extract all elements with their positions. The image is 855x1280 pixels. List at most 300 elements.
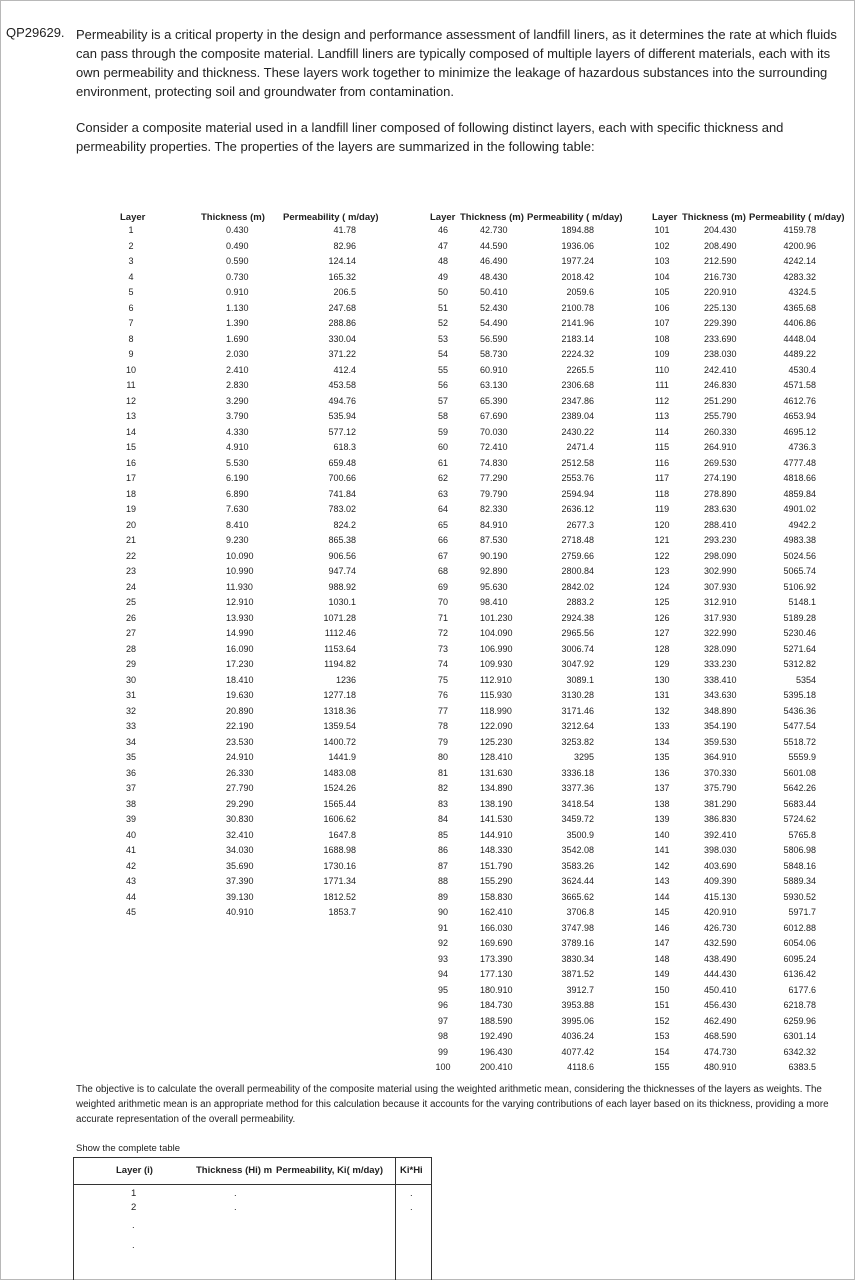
layer-thickness: 7.630 <box>226 504 249 514</box>
table-row <box>118 394 418 410</box>
layer-thickness: 72.410 <box>480 442 508 452</box>
layer-thickness: 34.030 <box>226 845 254 855</box>
layer-permeability: 3665.62 <box>561 891 594 902</box>
layer-thickness: 122.090 <box>480 721 513 731</box>
layer-permeability: 2265.5 <box>566 364 594 375</box>
table-row <box>430 642 650 658</box>
table-row <box>430 704 650 720</box>
layer-number: 45 <box>125 907 136 917</box>
layer-thickness: 432.590 <box>704 938 737 948</box>
layer-number: 143 <box>654 876 670 886</box>
layer-thickness: 468.590 <box>704 1031 737 1041</box>
layer-permeability: 5642.26 <box>783 783 816 793</box>
layer-number: 52 <box>437 318 448 328</box>
layer-thickness: 13.930 <box>226 612 254 623</box>
table-row <box>118 750 418 766</box>
layer-thickness: 317.930 <box>704 612 737 623</box>
layer-permeability: 4489.22 <box>783 349 816 359</box>
layer-permeability: 3006.74 <box>561 643 594 654</box>
layer-thickness: 216.730 <box>704 271 737 282</box>
layer-number: 53 <box>437 333 448 344</box>
layer-number: 123 <box>654 566 670 576</box>
layer-thickness: 30.830 <box>226 814 254 824</box>
layer-thickness: 169.690 <box>480 938 513 948</box>
layer-permeability: 2759.66 <box>561 550 594 561</box>
table-row <box>430 983 650 999</box>
layer-thickness: 141.530 <box>480 814 513 824</box>
header-layer: Layer <box>430 212 456 223</box>
table-row <box>118 409 418 425</box>
complete-table <box>73 1157 432 1280</box>
layer-permeability: 2512.58 <box>561 457 594 468</box>
table-row <box>118 595 418 611</box>
layer-thickness: 200.410 <box>480 1062 513 1072</box>
layer-thickness: 101.230 <box>480 612 513 623</box>
layer-number: 145 <box>654 907 670 917</box>
layer-number: 35 <box>125 752 136 762</box>
layer-number: 131 <box>654 690 670 700</box>
layer-number: 2 <box>128 240 134 251</box>
table-row <box>430 440 650 456</box>
layer-thickness: 79.790 <box>480 488 508 499</box>
layer-number: 17 <box>125 473 136 483</box>
table-row <box>652 859 854 875</box>
layer-thickness: 60.910 <box>480 364 508 375</box>
layer-number: 138 <box>654 798 670 809</box>
layer-thickness: 48.430 <box>480 271 508 282</box>
layer-thickness: 56.590 <box>480 333 508 344</box>
layer-number: 30 <box>125 674 136 685</box>
layer-permeability: 247.68 <box>328 302 356 313</box>
table-row <box>652 301 854 317</box>
layers-table-col2 <box>430 210 650 1076</box>
table-row <box>652 673 854 689</box>
layer-thickness: 44.590 <box>480 240 508 251</box>
table-row <box>118 549 418 565</box>
complete-cell: . <box>234 1188 237 1199</box>
layer-number: 59 <box>437 426 448 437</box>
layer-thickness: 84.910 <box>480 519 508 530</box>
layer-permeability: 3130.28 <box>561 690 594 700</box>
objective-paragraph: The objective is to calculate the overall permeability of the composite material using the weighted arithmetic mean, considering the thicknesses of the layers as weights. The weighted arithmetic mean is an appropriate method for this calculation because it accounts for the varying contributions of each layer based on its thickness, providing a more accurate representation of the overall permeability. <box>76 1084 829 1125</box>
layer-number: 42 <box>125 860 136 871</box>
layer-permeability: 5765.8 <box>788 829 816 840</box>
layer-permeability: 1524.26 <box>323 783 356 793</box>
table-row <box>430 1060 650 1076</box>
layer-thickness: 109.930 <box>480 659 513 669</box>
table-row <box>652 905 854 921</box>
table-row <box>118 657 418 673</box>
table-row <box>652 285 854 301</box>
layer-thickness: 4.330 <box>226 426 249 437</box>
layer-permeability: 1483.08 <box>323 767 356 778</box>
layer-number: 58 <box>437 411 448 421</box>
layer-permeability: 4283.32 <box>783 271 816 282</box>
layer-thickness: 131.630 <box>480 767 513 778</box>
layer-number: 33 <box>125 721 136 731</box>
show-table-label: Show the complete table <box>76 1143 181 1154</box>
layer-number: 135 <box>654 752 670 762</box>
layer-number: 139 <box>654 814 670 824</box>
layer-number: 78 <box>437 721 448 731</box>
layer-number: 152 <box>654 1015 670 1026</box>
layer-permeability: 3418.54 <box>561 798 594 809</box>
layer-permeability: 1441.9 <box>328 752 356 762</box>
table-row <box>430 781 650 797</box>
table-row <box>430 564 650 580</box>
layer-permeability: 3377.36 <box>561 783 594 793</box>
layer-permeability: 6383.5 <box>788 1062 816 1072</box>
layer-thickness: 46.490 <box>480 256 508 266</box>
table-row <box>652 223 854 239</box>
layer-permeability: 4736.3 <box>788 442 816 452</box>
table-row <box>652 983 854 999</box>
layer-permeability: 3830.34 <box>561 953 594 964</box>
layer-number: 16 <box>125 457 136 468</box>
table-row <box>652 967 854 983</box>
table-row <box>118 316 418 332</box>
layer-thickness: 354.190 <box>704 721 737 731</box>
layer-number: 23 <box>125 566 136 576</box>
table-row <box>118 704 418 720</box>
table-row <box>430 332 650 348</box>
layer-permeability: 2389.04 <box>561 411 594 421</box>
table-row <box>430 998 650 1014</box>
layer-number: 71 <box>437 612 448 623</box>
header-layer: Layer <box>120 212 146 223</box>
layer-number: 122 <box>654 550 670 561</box>
layer-thickness: 264.910 <box>704 442 737 452</box>
layer-thickness: 343.630 <box>704 690 737 700</box>
layer-permeability: 6301.14 <box>783 1031 816 1041</box>
complete-cell: . <box>132 1240 135 1251</box>
layer-number: 89 <box>437 891 448 902</box>
layer-number: 97 <box>437 1015 448 1026</box>
table-row <box>652 611 854 627</box>
layer-number: 127 <box>654 628 670 638</box>
layer-thickness: 144.910 <box>480 829 513 840</box>
layer-thickness: 2.410 <box>226 364 249 375</box>
layer-permeability: 3212.64 <box>561 721 594 731</box>
layer-number: 144 <box>654 891 670 902</box>
table-row <box>430 471 650 487</box>
table-row <box>652 502 854 518</box>
layer-number: 107 <box>654 318 670 328</box>
layer-permeability: 2965.56 <box>561 628 594 638</box>
layer-permeability: 6342.32 <box>783 1046 816 1057</box>
layer-permeability: 1730.16 <box>323 860 356 871</box>
table-row <box>652 518 854 534</box>
table-row <box>430 797 650 813</box>
layer-thickness: 225.130 <box>704 302 737 313</box>
table-row <box>430 518 650 534</box>
table-row <box>652 781 854 797</box>
layer-number: 15 <box>125 442 136 452</box>
header-thickness: Thickness (m) <box>201 212 265 223</box>
layer-number: 129 <box>654 659 670 669</box>
layer-number: 64 <box>437 504 448 514</box>
table-row <box>652 239 854 255</box>
layer-thickness: 32.410 <box>226 829 254 840</box>
layer-thickness: 1.130 <box>226 302 249 313</box>
layer-thickness: 4.910 <box>226 442 249 452</box>
layer-permeability: 5518.72 <box>783 736 816 747</box>
layer-permeability: 4077.42 <box>561 1046 594 1057</box>
layer-permeability: 5848.16 <box>783 860 816 871</box>
layer-thickness: 6.890 <box>226 488 249 499</box>
layer-permeability: 5930.52 <box>783 891 816 902</box>
layer-permeability: 5354 <box>795 674 816 685</box>
layer-thickness: 312.910 <box>704 597 737 607</box>
table-row <box>430 657 650 673</box>
layer-thickness: 298.090 <box>704 550 737 561</box>
layer-thickness: 328.090 <box>704 643 737 654</box>
layer-permeability: 5395.18 <box>783 690 816 700</box>
table-row <box>430 409 650 425</box>
layer-thickness: 333.230 <box>704 659 737 669</box>
layer-permeability: 82.96 <box>333 240 356 251</box>
layer-number: 10 <box>125 364 136 375</box>
layer-permeability: 4365.68 <box>783 302 816 313</box>
table-header <box>430 210 650 223</box>
layer-number: 76 <box>437 690 448 700</box>
layer-thickness: 188.590 <box>480 1015 513 1026</box>
layer-permeability: 2018.42 <box>561 271 594 282</box>
layer-thickness: 92.890 <box>480 566 508 576</box>
layer-permeability: 6012.88 <box>783 922 816 933</box>
layer-thickness: 1.690 <box>226 333 249 344</box>
layer-thickness: 233.690 <box>704 333 737 344</box>
layer-number: 93 <box>437 953 448 964</box>
table-divider <box>395 1158 396 1280</box>
layer-thickness: 5.530 <box>226 457 249 468</box>
layer-number: 88 <box>437 876 448 886</box>
layer-permeability: 3871.52 <box>561 969 594 979</box>
layer-permeability: 4324.5 <box>788 287 816 297</box>
layer-number: 95 <box>437 984 448 995</box>
table-row <box>652 750 854 766</box>
layer-number: 75 <box>437 674 448 685</box>
layer-number: 18 <box>125 488 136 499</box>
table-row <box>430 828 650 844</box>
table-row <box>430 316 650 332</box>
layer-thickness: 462.490 <box>704 1015 737 1026</box>
layer-thickness: 196.430 <box>480 1046 513 1057</box>
complete-header-thickness: Thickness (Hi) m <box>196 1165 273 1176</box>
table-row <box>118 254 418 270</box>
table-row <box>118 440 418 456</box>
table-row <box>430 270 650 286</box>
layer-number: 154 <box>654 1046 670 1057</box>
layer-permeability: 6136.42 <box>783 969 816 979</box>
layer-thickness: 6.190 <box>226 473 249 483</box>
question-id: QP29629. <box>6 25 65 40</box>
layer-number: 121 <box>654 535 670 545</box>
table-row <box>430 254 650 270</box>
table-header <box>118 210 418 223</box>
layer-permeability: 1400.72 <box>323 736 356 747</box>
layer-permeability: 2059.6 <box>566 287 594 297</box>
table-row <box>118 518 418 534</box>
layer-thickness: 278.890 <box>704 488 737 499</box>
layer-thickness: 77.290 <box>480 473 508 483</box>
layer-permeability: 2718.48 <box>561 535 594 545</box>
layer-permeability: 4983.38 <box>783 535 816 545</box>
layer-number: 77 <box>437 705 448 716</box>
table-row <box>652 347 854 363</box>
layer-number: 43 <box>125 876 136 886</box>
layer-thickness: 212.590 <box>704 256 737 266</box>
layer-number: 140 <box>654 829 670 840</box>
layer-thickness: 177.130 <box>480 969 513 979</box>
layer-thickness: 2.030 <box>226 349 249 359</box>
table-row <box>652 626 854 642</box>
layer-permeability: 618.3 <box>333 442 356 452</box>
table-row <box>430 812 650 828</box>
layer-permeability: 4612.76 <box>783 395 816 406</box>
layer-number: 130 <box>654 674 670 685</box>
layer-permeability: 4036.24 <box>561 1031 594 1041</box>
layer-permeability: 947.74 <box>328 566 356 576</box>
layer-thickness: 118.990 <box>480 705 512 716</box>
table-row <box>118 239 418 255</box>
layer-thickness: 70.030 <box>480 426 508 437</box>
complete-cell: . <box>410 1188 413 1199</box>
layer-permeability: 2677.3 <box>566 519 594 530</box>
table-row <box>430 487 650 503</box>
table-row <box>430 595 650 611</box>
table-row <box>652 998 854 1014</box>
layer-number: 50 <box>437 287 448 297</box>
layer-number: 92 <box>437 938 448 948</box>
layer-number: 84 <box>437 814 448 824</box>
layer-permeability: 4653.94 <box>783 411 816 421</box>
table-row <box>118 502 418 518</box>
layer-number: 66 <box>437 535 448 545</box>
layer-permeability: 1853.7 <box>328 907 356 917</box>
layer-thickness: 10.090 <box>226 550 254 561</box>
layer-thickness: 456.430 <box>704 1000 737 1010</box>
layer-thickness: 112.910 <box>480 674 512 685</box>
layer-number: 32 <box>125 705 136 716</box>
layer-number: 1 <box>128 225 134 235</box>
layer-thickness: 238.030 <box>704 349 737 359</box>
table-row <box>430 921 650 937</box>
layer-thickness: 0.490 <box>226 240 249 251</box>
layer-number: 103 <box>654 256 670 266</box>
layer-thickness: 192.490 <box>480 1031 513 1041</box>
layer-thickness: 67.690 <box>480 411 508 421</box>
layer-number: 46 <box>437 225 448 235</box>
layer-permeability: 4406.86 <box>783 318 816 328</box>
layer-permeability: 2636.12 <box>561 504 594 514</box>
layer-thickness: 415.130 <box>704 891 737 902</box>
table-row <box>118 735 418 751</box>
layer-number: 25 <box>125 597 136 607</box>
table-row <box>652 425 854 441</box>
complete-header-permeability: Permeability, Ki( m/day) <box>276 1165 383 1176</box>
layer-number: 11 <box>126 380 136 390</box>
table-row <box>118 580 418 596</box>
layer-number: 91 <box>437 922 448 933</box>
table-row <box>430 549 650 565</box>
layer-thickness: 50.410 <box>480 287 508 297</box>
table-row <box>118 378 418 394</box>
table-row <box>430 735 650 751</box>
table-row <box>430 874 650 890</box>
layer-number: 151 <box>654 1000 670 1010</box>
layer-number: 94 <box>437 969 448 979</box>
table-row <box>652 657 854 673</box>
layer-permeability: 4242.14 <box>783 256 816 266</box>
layer-permeability: 2800.84 <box>561 566 594 576</box>
layer-number: 19 <box>125 504 136 514</box>
layer-permeability: 2430.22 <box>561 426 594 437</box>
layer-number: 125 <box>654 597 670 607</box>
layer-number: 118 <box>654 488 670 499</box>
layer-permeability: 453.58 <box>328 380 356 390</box>
layer-number: 100 <box>435 1062 451 1072</box>
layer-thickness: 37.390 <box>226 876 254 886</box>
layer-permeability: 2306.68 <box>561 380 594 390</box>
layer-thickness: 246.830 <box>704 380 737 390</box>
layer-permeability: 659.48 <box>328 457 356 468</box>
layer-permeability: 2842.02 <box>561 581 594 592</box>
layer-thickness: 166.030 <box>480 922 513 933</box>
table-row <box>118 781 418 797</box>
table-row <box>118 270 418 286</box>
table-row <box>430 952 650 968</box>
layer-number: 5 <box>128 287 134 297</box>
table-row <box>652 719 854 735</box>
table-row <box>118 301 418 317</box>
layer-number: 134 <box>654 736 670 747</box>
layers-table-col3 <box>652 210 854 1076</box>
table-row <box>118 626 418 642</box>
layer-number: 87 <box>437 860 448 871</box>
table-row <box>118 766 418 782</box>
layer-number: 55 <box>437 364 448 375</box>
layer-thickness: 54.490 <box>480 318 508 328</box>
layer-thickness: 65.390 <box>480 395 508 406</box>
layer-number: 150 <box>654 984 670 995</box>
table-row <box>430 456 650 472</box>
layer-thickness: 125.230 <box>480 736 513 747</box>
layer-permeability: 5436.36 <box>783 705 816 716</box>
layer-number: 85 <box>437 829 448 840</box>
layer-permeability: 906.56 <box>328 550 356 561</box>
layer-number: 62 <box>437 473 448 483</box>
layer-permeability: 2183.14 <box>561 333 594 344</box>
layer-permeability: 1236 <box>335 674 356 685</box>
layer-thickness: 229.390 <box>704 318 737 328</box>
layer-permeability: 3912.7 <box>566 984 594 995</box>
table-row <box>652 688 854 704</box>
layer-permeability: 865.38 <box>328 535 356 545</box>
layer-thickness: 348.890 <box>704 705 737 716</box>
layer-permeability: 6259.96 <box>783 1015 816 1026</box>
layer-permeability: 4571.58 <box>783 380 816 390</box>
layer-permeability: 5724.62 <box>783 814 816 824</box>
layer-number: 86 <box>437 845 448 855</box>
table-row <box>118 363 418 379</box>
table-row <box>430 347 650 363</box>
table-row <box>118 812 418 828</box>
table-row <box>652 363 854 379</box>
layer-thickness: 104.090 <box>480 628 513 638</box>
layer-thickness: 370.330 <box>704 767 737 778</box>
layer-number: 60 <box>437 442 448 452</box>
